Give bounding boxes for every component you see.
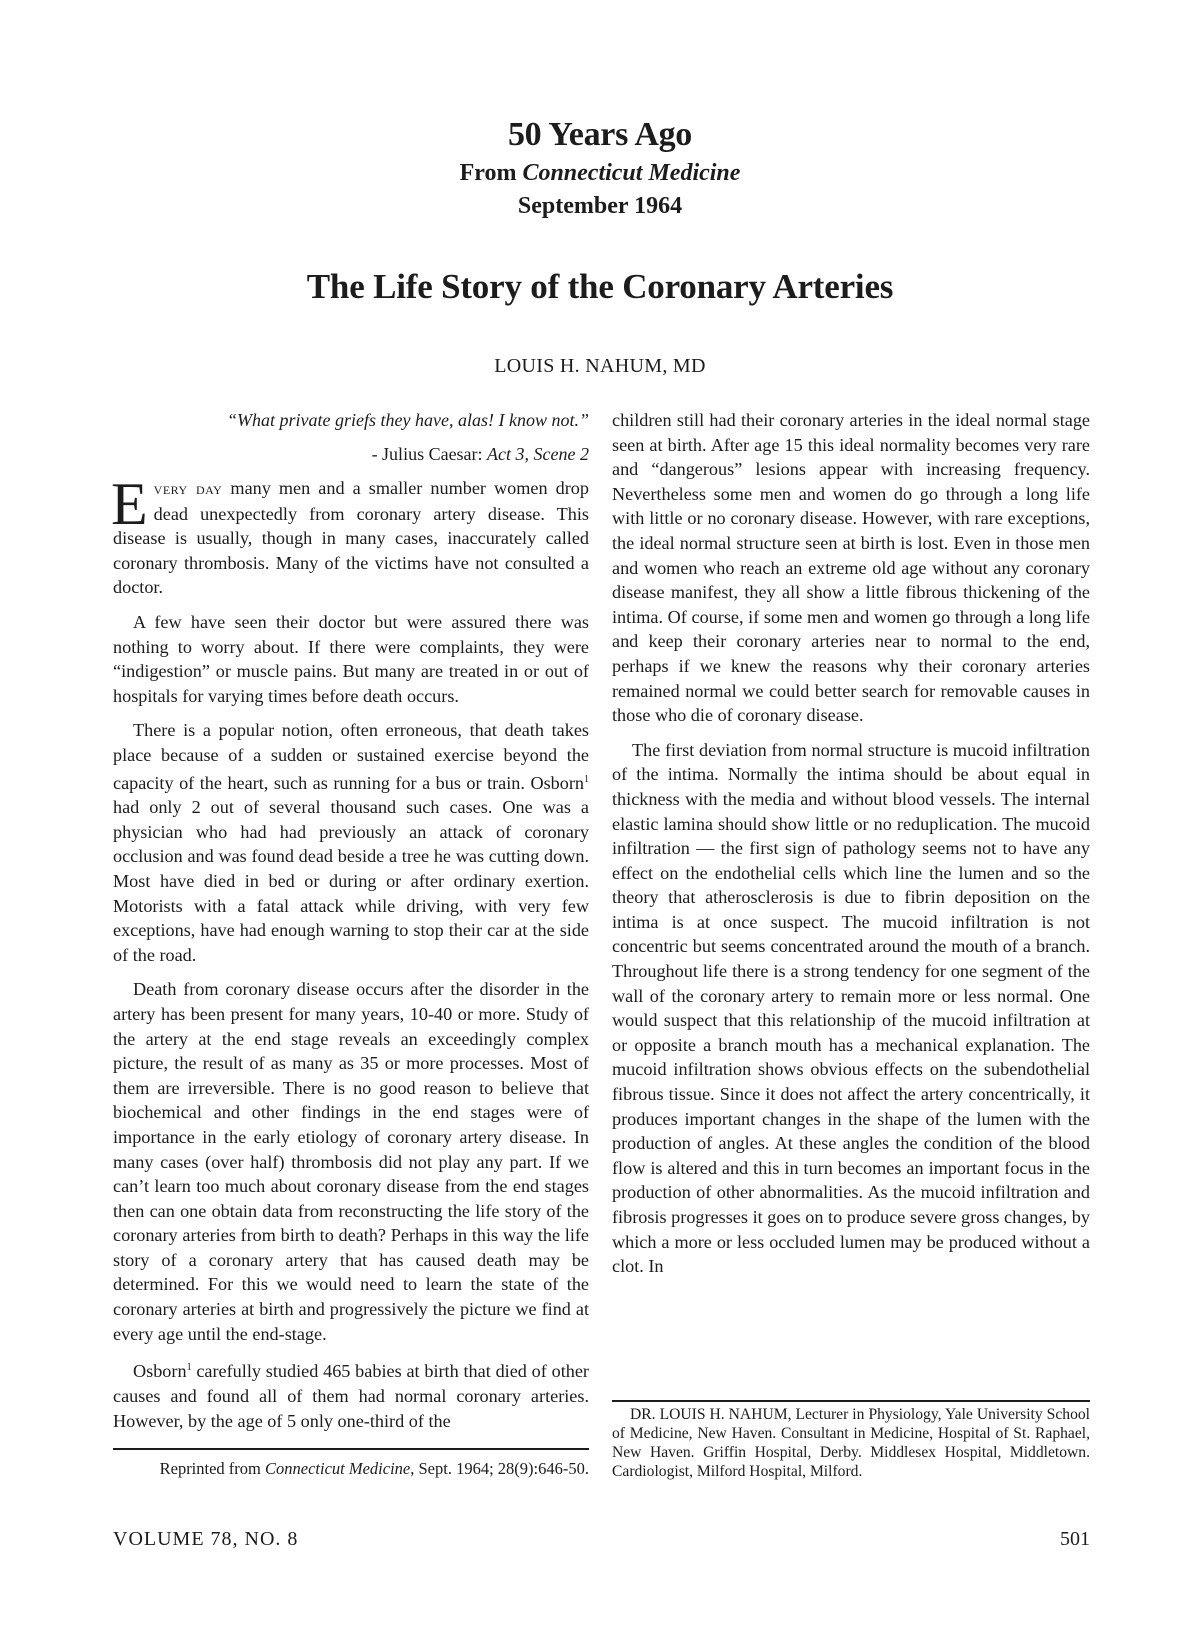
page-number: 501: [1060, 1528, 1090, 1550]
drop-cap: E: [111, 471, 148, 537]
footer-volume: VOLUME 78, NO. 8: [113, 1528, 299, 1550]
paragraph-5-text-a: Osborn: [133, 1361, 187, 1382]
reprint-note: [113, 1459, 589, 1479]
paragraph-3: [113, 718, 589, 967]
paragraph-5: [113, 1356, 589, 1433]
paragraph-2: A few have seen their doctor but were assured there was nothing to worry about. If there were complaints, they were “indigestion” or muscle pains. But many are treated in or out of hospitals for varying times before death occurs.: [113, 611, 589, 706]
reprint-citation: , Sept. 1964; 28(9):646-50.: [410, 1459, 589, 1478]
reprint-prefix: Reprinted from: [159, 1459, 265, 1478]
citation-marker: 1: [584, 773, 589, 785]
source-prefix: From: [459, 160, 517, 186]
paragraph-1: [111, 471, 589, 600]
paragraph-6: children still had their coronary arteries in the ideal normal stage seen at birth. After age 15 this ideal normality becomes very rare and “dangerous” lesions appear with increasing frequency. Nevertheless some men and women do go through a long life with little or no coronary disease. However, with rare exceptions, the ideal normal structure seen at birth is lost. Even in those men and women who reach an extreme old age without any coronary disease manifest, they all show a little fibrous thickening of the intima. Of course, if some men and women go through a long life and keep their coronary arteries near to normal to the end, perhaps if we knew the reasons why their coronary arteries remained normal we could better search for removable causes in those who die of coronary disease.: [612, 410, 1090, 726]
author-note-divider: [612, 1400, 1090, 1402]
paragraph-3-text-a: There is a popular notion, often erroneous, that death takes place because of a sudden or sustained exercise beyond the capacity of the heart, such as running for a bus or train. Osborn: [113, 720, 589, 793]
author-affiliation-note: DR. LOUIS H. NAHUM, Lecturer in Physiology, Yale University School of Medicine, New Haven. Consultant in Medicine, Hospital of St. Raphael, New Haven. Griffin Hospital, Derby. Middlesex Hospital, Middletown. Cardiologist, Milford Hospital, Milford.: [612, 1406, 1090, 1480]
paragraph-3-text-b: had only 2 out of several thousand such cases. One was a physician who had had previously an attack of coronary occlusion and was found dead beside a tree he was cutting down. Most have died in bed or during or after ordinary exertion. Motorists with a fatal attack while driving, with very few exceptions, have had enough warning to stop their car at the side of the road.: [113, 797, 589, 965]
issue-date: September 1964: [517, 193, 683, 219]
source-journal: Connecticut Medicine: [522, 160, 741, 186]
article-title: The Life Story of the Coronary Arteries: [306, 267, 894, 306]
section-title: 50 Years Ago: [507, 116, 692, 153]
epigraph-reference: Act 3, Scene 2: [487, 444, 589, 464]
article-author: LOUIS H. NAHUM, MD: [494, 355, 706, 377]
lead-in: very day: [153, 479, 223, 498]
epigraph-source: - Julius Caesar:: [371, 444, 483, 464]
footnote-divider: [113, 1448, 589, 1450]
paragraph-4: Death from coronary disease occurs after the disorder in the artery has been present for many years, 10-40 or more. Study of the artery at the end stage reveals an exceedingly complex picture, the result of as many as 35 or more processes. Most of them are irreversible. There is no good reason to believe that biochemical and other findings in the end stages were of importance in the early etiology of coronary artery disease. In many cases (over half) thrombosis did not play any part. If we can’t learn too much about coronary disease from the end stages then can one obtain data from reconstructing the life story of the coronary arteries from birth to death? Perhaps in this way the life story of a coronary artery that has caused death may be determined. For this we would need to learn the state of the coronary arteries at birth and progressively the picture we find at every age until the end-stage.: [113, 979, 589, 1344]
paragraph-1-text: many men and a smaller number women drop dead unexpectedly from coronary artery disease. This disease is usually, though in many cases, inaccurately called coronary thrombosis. Many of the victims have not consulted a doctor.: [113, 478, 589, 598]
source-line: [0, 160, 1200, 187]
paragraph-7: The first deviation from normal structure is mucoid infiltration of the intima. Normally the intima should be about equal in thickness with the media and without blood vessels. The internal elastic lamina should show little or no reduplication. The mucoid infiltration — the first sign of pathology seems not to have any effect on the endothelial cells which line the lumen and so the theory that atherosclerosis is due to fibrin deposition on the intima is at once suspect. The mucoid infiltration is not concentric but seems concentrated around the mouth of a branch. Throughout life there is a strong tendency for one segment of the wall of the coronary artery to remain more or less normal. One would suspect that this relationship of the mucoid infiltration at or opposite a branch mouth has a mechanical explanation. The mucoid infiltration shows obvious effects on the subendothelial fibrous tissue. Since it does not affect the artery concentrically, it produces important changes in the shape of the lumen with the production of angles. At these angles the condition of the blood flow is altered and this in turn becomes an important focus in the production of other abnormalities. As the mucoid infiltration and fibrosis progresses it goes on to produce severe gross changes, by which a more or less occluded lumen may be produced without a clot. In: [612, 739, 1090, 1277]
epigraph-quote: “What private griefs they have, alas! I know not.”: [227, 410, 589, 430]
citation-marker: 1: [186, 1362, 192, 1374]
reprint-journal: Connecticut Medicine: [265, 1459, 411, 1478]
paragraph-5-text-b: carefully studied 465 babies at birth that died of other causes and found all of them had normal coronary arteries. However, by the age of 5 only one-third of the: [113, 1361, 589, 1431]
epigraph-attribution: [113, 442, 589, 466]
right-column: [612, 408, 1090, 1289]
left-column: [113, 408, 589, 1443]
